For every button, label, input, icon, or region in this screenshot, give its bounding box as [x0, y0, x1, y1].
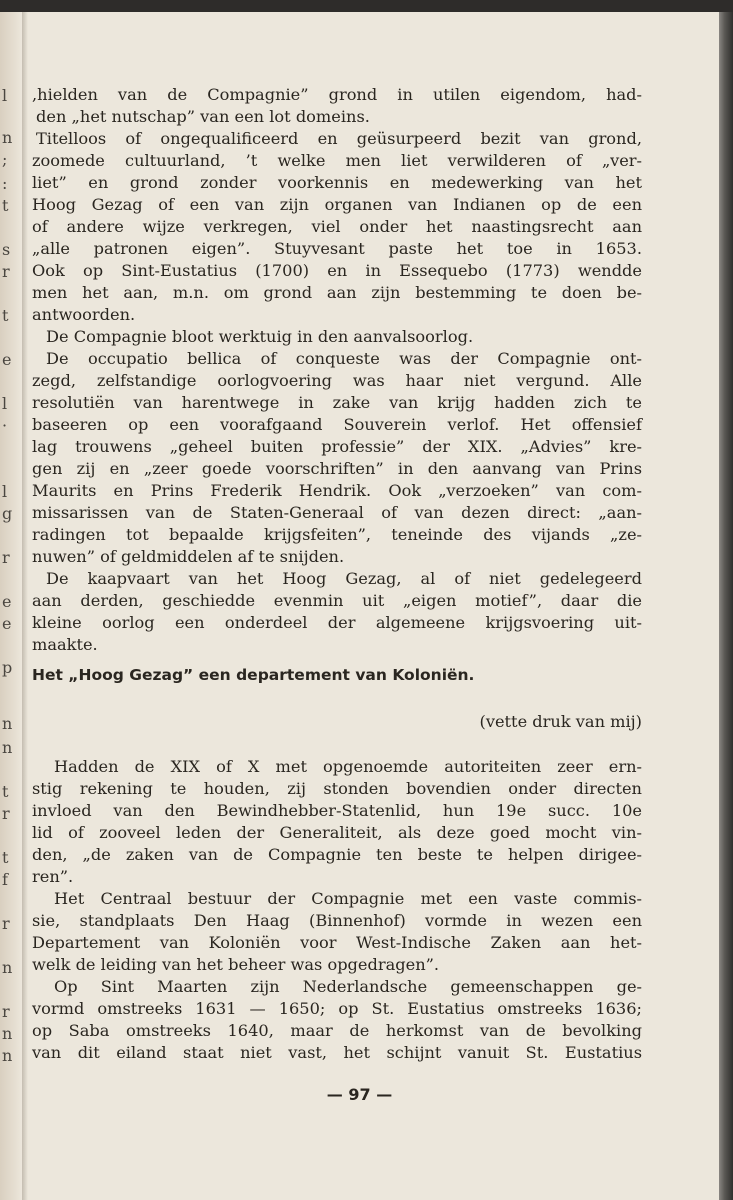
text-line: Hadden de XIX of X met opgenoemde autoriteiten zeer ern-	[54, 757, 642, 776]
text-line: sie, standplaats Den Haag (Binnenhof) vormde in wezen een	[32, 911, 642, 930]
text-line: missarissen van de Staten-Generaal of van dezen direct: „aan-	[32, 503, 642, 522]
text-line: zegd, zelfstandige oorlogvoering was haar niet vergund. Alle	[32, 371, 642, 390]
text-line: den „het nutschap” van een lot domeins.	[36, 107, 370, 126]
text-line: radingen tot bepaalde krijgsfeiten”, teneinde des vijands „ze-	[32, 525, 642, 544]
text-line: of andere wijze verkregen, viel onder het naastingsrecht aan	[32, 217, 642, 236]
text-line: aan derden, geschiedde evenmin uit „eigen motief”, daar die	[32, 591, 642, 610]
section-heading: Het „Hoog Gezag” een departement van Koloniën.	[32, 666, 475, 684]
text-line: op Saba omstreeks 1640, maar de herkomst van de bevolking	[32, 1021, 642, 1040]
page-number: — 97 —	[326, 1085, 393, 1104]
text-line: lag trouwens „geheel buiten professie” der XIX. „Advies” kre-	[32, 437, 642, 456]
text-line: De Compagnie bloot werktuig in den aanvalsoorlog.	[46, 327, 474, 346]
text-line: van dit eiland staat niet vast, het schijnt vanuit St. Eustatius	[32, 1043, 642, 1062]
text-line: vormd omstreeks 1631 — 1650; op St. Eustatius omstreeks 1636;	[32, 999, 642, 1018]
text-line: liet” en grond zonder voorkennis en medewerking van het	[32, 173, 642, 192]
text-line: den, „de zaken van de Compagnie ten beste te helpen dirigee-	[32, 845, 642, 864]
text-line: Het Centraal bestuur der Compagnie met een vaste commis-	[54, 889, 642, 908]
text-line: Maurits en Prins Frederik Hendrik. Ook „verzoeken” van com-	[32, 481, 642, 500]
text-line: lid of zooveel leden der Generaliteit, als deze goed mocht vin-	[32, 823, 642, 842]
text-line: De occupatio bellica of conqueste was der Compagnie ont-	[46, 349, 642, 368]
text-line: De kaapvaart van het Hoog Gezag, al of niet gedelegeerd	[46, 569, 642, 588]
text-line: resolutiën van harentwege in zake van krijg hadden zich te	[32, 393, 642, 412]
text-line: Ook op Sint-Eustatius (1700) en in Essequebo (1773) wendde	[32, 261, 642, 280]
text-line: invloed van den Bewindhebber-Statenlid, hun 19e succ. 10e	[32, 801, 642, 820]
text-line: baseeren op een voorafgaand Souverein verlof. Het offensief	[32, 415, 642, 434]
text-line: Hoog Gezag of een van zijn organen van Indianen op de een	[32, 195, 642, 214]
text-line: antwoorden.	[32, 305, 136, 324]
text-line: ren”.	[32, 867, 74, 886]
text-line: stig rekening te houden, zij stonden bovendien onder directen	[32, 779, 642, 798]
text-line: ,hielden van de Compagnie” grond in utilen eigendom, had-	[32, 85, 642, 104]
text-line: men het aan, m.n. om grond aan zijn bestemming te doen be-	[32, 283, 642, 302]
text-line: gen zij en „zeer goede voorschriften” in den aanvang van Prins	[32, 459, 642, 478]
text-line: nuwen” of geldmiddelen af te snijden.	[32, 547, 345, 566]
author-note: (vette druk van mij)	[479, 712, 642, 731]
page-edge	[719, 12, 733, 1200]
gutter-shadow	[22, 12, 28, 1200]
scan-background-top	[0, 0, 733, 12]
text-line: maakte.	[32, 635, 98, 654]
text-line: zoomede cultuurland, ’t welke men liet verwilderen of „ver-	[32, 151, 642, 170]
text-line: Titelloos of ongequalificeerd en geüsurpeerd bezit van grond,	[36, 129, 642, 148]
text-line: Departement van Koloniën voor West-Indische Zaken aan het-	[32, 933, 642, 952]
text-line: kleine oorlog een onderdeel der algemeene krijgsvoering uit-	[32, 613, 642, 632]
text-line: welk de leiding van het beheer was opgedragen”.	[32, 955, 440, 974]
text-line: „alle patronen eigen”. Stuyvesant paste het toe in 1653.	[32, 239, 642, 258]
text-line: Op Sint Maarten zijn Nederlandsche gemeenschappen ge-	[54, 977, 642, 996]
